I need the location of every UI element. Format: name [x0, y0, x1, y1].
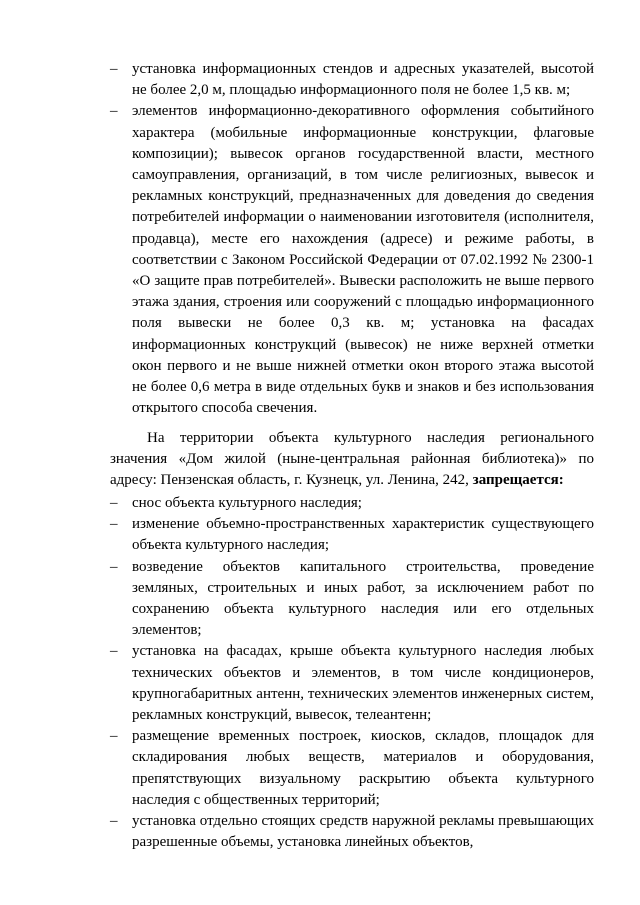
prohibition-list [110, 493, 594, 853]
list-item-text: изменение объемно-пространственных характеристик существующего объекта культурного наследия; [132, 516, 594, 554]
list-item-text: размещение временных построек, киосков, складов, площадок для складирования любых веществ, материалов и оборудования, препятствующих визуальному раскрытию объекта культурного наследия с общественных территорий; [132, 728, 594, 808]
dash-bullet: – [110, 728, 118, 745]
list-item-text: установка на фасадах, крыше объекта культурного наследия любых технических объектов и элементов, в том числе кондиционеров, крупногабаритных антенн, технических элементов инженерных систем, рекламных конструкций, вывесок, телеантенн; [132, 643, 594, 724]
list-item [110, 101, 594, 419]
paragraph-bold-text: запрещается: [472, 472, 564, 489]
list-item [110, 641, 594, 726]
dash-bullet: – [110, 813, 118, 830]
paragraph-text: На территории объекта культурного наследия регионального значения «Дом жилой (ныне-центральная районная библиотека)» по адресу: Пензенская область, г. Кузнецк, ул. Ленина, 242, [110, 430, 594, 489]
list-item [110, 59, 594, 101]
dash-bullet: – [110, 643, 118, 660]
dash-bullet: – [110, 558, 118, 575]
dash-bullet: – [110, 61, 118, 77]
list-item [110, 514, 594, 556]
list-item-text: возведение объектов капитального строительства, проведение земляных, строительных и иных работ, за исключением работ по сохранению объекта культурного наследия или его отдельных элементов; [132, 558, 594, 639]
dash-bullet: – [110, 495, 118, 511]
list-item-text: установка отдельно стоящих средств наружной рекламы превышающих разрешенные объемы, установка линейных объектов, [132, 813, 594, 851]
list-item-text: элементов информационно-декоративного оформления событийного характера (мобильные информационные конструкции, флаговые композиции); вывесок органов государственной власти, местного самоуправления, организаций, в том числе религиозных, вывесок и рекламных конструкций, предназначенных для доведения до сведения потребителей информации о наименовании изготовителя (исполнителя, продавца), месте его нахождения (адресе) и режиме работы, в соответствии с Законом Российской Федерации от 07.02.1992 № 2300-1 «О защите прав потребителей». Вывески расположить не выше первого этажа здания, строения или сооружений с площадью информационного поля вывески не более 0,3 кв. м; установка на фасадах информационных конструкций (вывесок) не ниже верхней отметки окон первого и не выше нижней отметки окон второго этажа высотой не более 0,6 метра в виде отдельных букв и знаков и без использования открытого способа свечения. [132, 103, 594, 417]
list-item [110, 811, 594, 853]
list-item [110, 726, 594, 811]
dash-bullet: – [110, 103, 118, 120]
list-item [110, 557, 594, 642]
prohibition-paragraph [110, 428, 594, 492]
list-item-text: установка информационных стендов и адресных указателей, высотой не более 2,0 м, площадью информационного поля не более 1,5 кв. м; [132, 61, 594, 99]
dash-bullet: – [110, 516, 118, 533]
list-item-text: снос объекта культурного наследия; [132, 495, 362, 511]
restriction-list-top [110, 59, 594, 419]
list-item [110, 493, 594, 514]
